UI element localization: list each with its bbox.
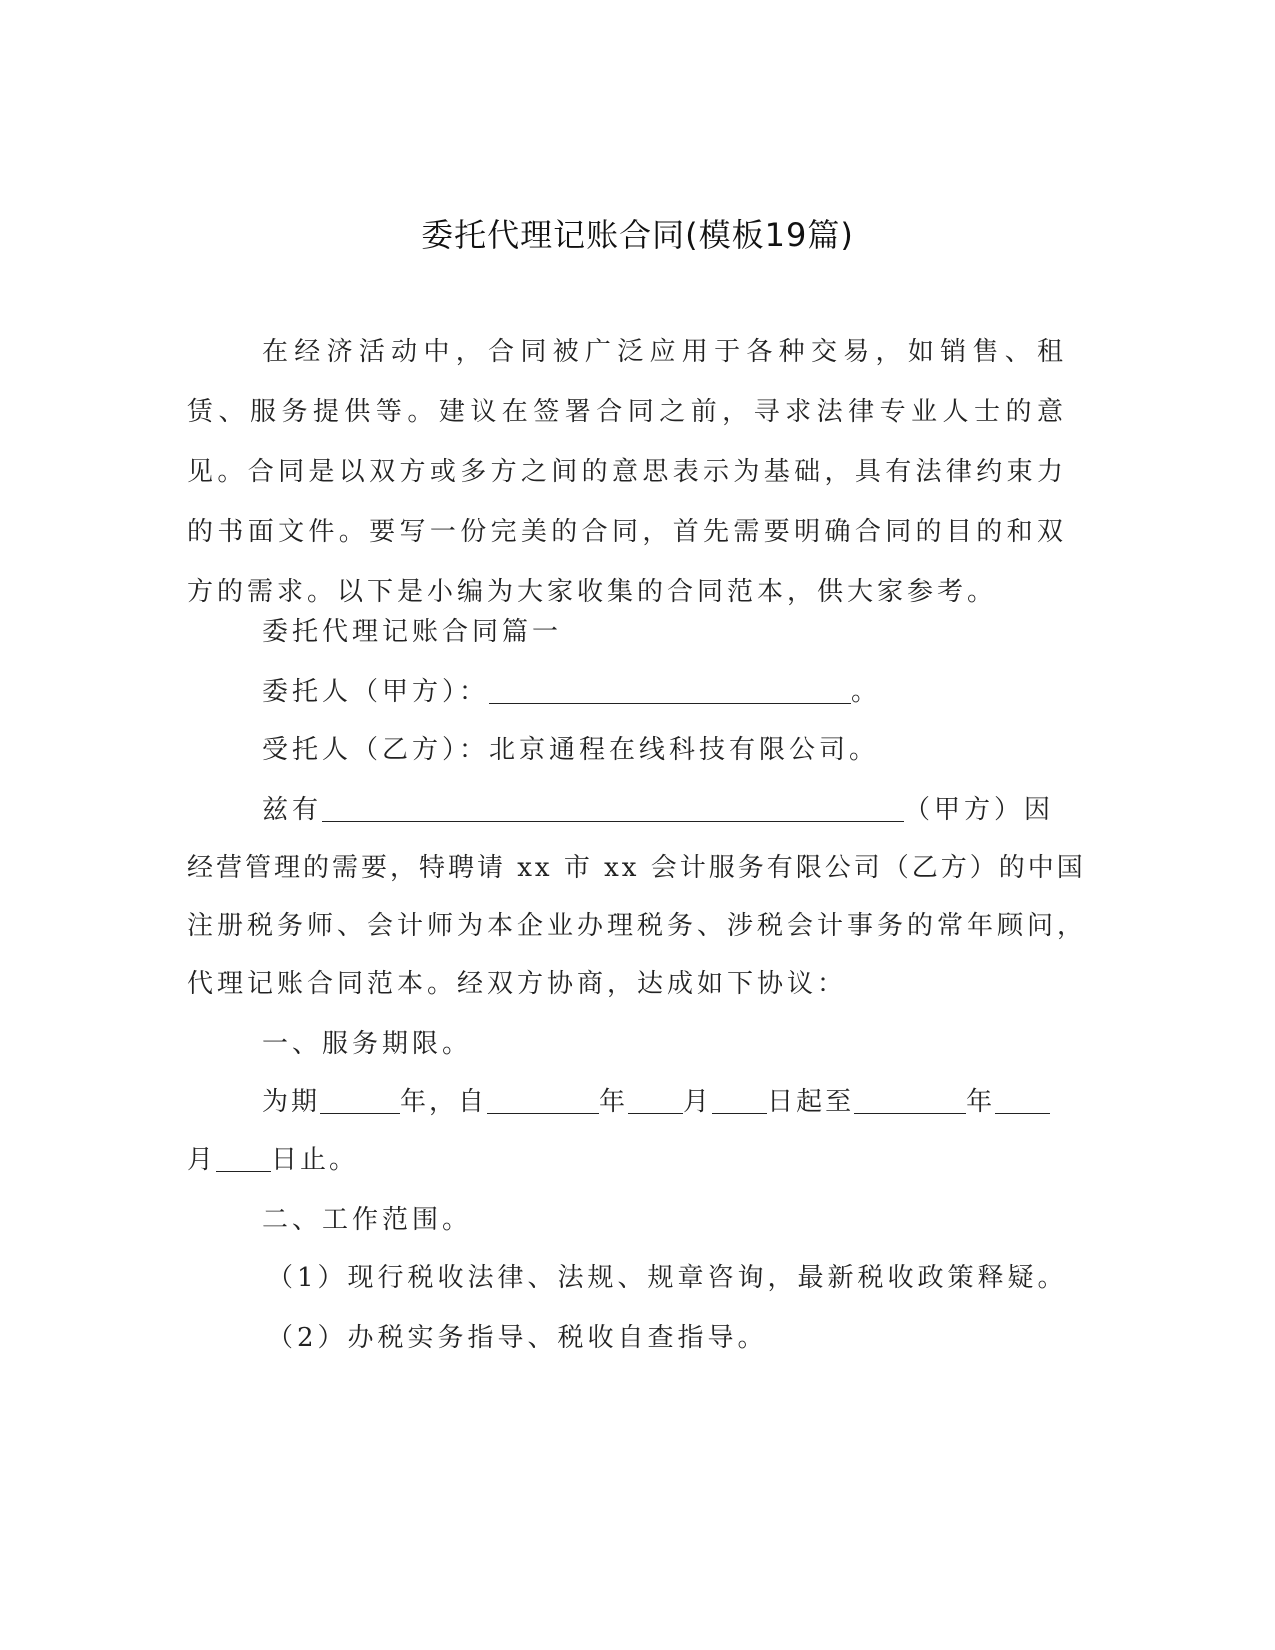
whereas-line-2: 经营管理的需要，特聘请 xx 市 xx 会计服务有限公司（乙方）的中国 — [187, 853, 1086, 883]
term-line-1 — [187, 1072, 1142, 1132]
whereas-party-blank[interactable] — [322, 791, 904, 822]
term-line-2 — [187, 1130, 1067, 1190]
start-day-blank[interactable] — [712, 1083, 767, 1114]
start-month-label: 月 — [683, 1087, 713, 1117]
agent-line: 受托人（乙方）：北京通程在线科技有限公司。 — [262, 735, 880, 765]
client-line — [187, 662, 1142, 722]
clause2-heading: 二、工作范围。 — [262, 1205, 473, 1235]
end-day-blank[interactable] — [216, 1141, 271, 1172]
end-month-label: 月 — [187, 1145, 217, 1175]
whereas-party: （甲方）因 — [904, 795, 1055, 825]
whereas-start: 兹有 — [262, 795, 323, 825]
client-line-end: 。 — [851, 677, 882, 707]
start-day-label: 日起至 — [767, 1087, 855, 1117]
scope-item-2: （2）办税实务指导、税收自查指导。 — [267, 1323, 768, 1353]
clause1-heading: 一、服务期限。 — [262, 1029, 473, 1059]
start-month-blank[interactable] — [628, 1083, 683, 1114]
client-name-blank[interactable] — [489, 673, 851, 704]
intro-paragraph: 在经济活动中，合同被广泛应用于各种交易，如销售、租赁、服务提供等。建议在签署合同之前，寻求法律专业人士的意见。合同是以双方或多方之间的意思表示为基础，具有法律约束力的书面文件。要写一份完美的合同，首先需要明确合同的目的和双方的需求。以下是小编为大家收集的合同范本，供大家参考。 — [187, 337, 1067, 607]
client-label: 委托人（甲方）： — [262, 677, 490, 707]
end-month-blank-a[interactable] — [995, 1083, 1050, 1114]
start-year-blank[interactable] — [487, 1083, 599, 1114]
whereas-line-1 — [187, 780, 1142, 840]
term-prefix: 为期 — [262, 1087, 321, 1117]
scope-item-1: （1）现行税收法律、法规、规章咨询，最新税收政策释疑。 — [267, 1263, 1068, 1293]
term-years-blank[interactable] — [320, 1083, 400, 1114]
document-title: 委托代理记账合同(模板19篇) — [421, 216, 854, 254]
start-year-label: 年 — [599, 1087, 629, 1117]
end-year-label: 年 — [966, 1087, 996, 1117]
whereas-line-4: 代理记账合同范本。经双方协商，达成如下协议： — [187, 969, 848, 999]
end-year-blank[interactable] — [854, 1083, 966, 1114]
whereas-line-3: 注册税务师、会计师为本企业办理税务、涉税会计事务的常年顾问， — [187, 911, 1088, 941]
section-heading: 委托代理记账合同篇一 — [262, 617, 563, 647]
term-year-label: 年，自 — [400, 1087, 488, 1117]
end-day-label: 日止。 — [271, 1145, 359, 1175]
